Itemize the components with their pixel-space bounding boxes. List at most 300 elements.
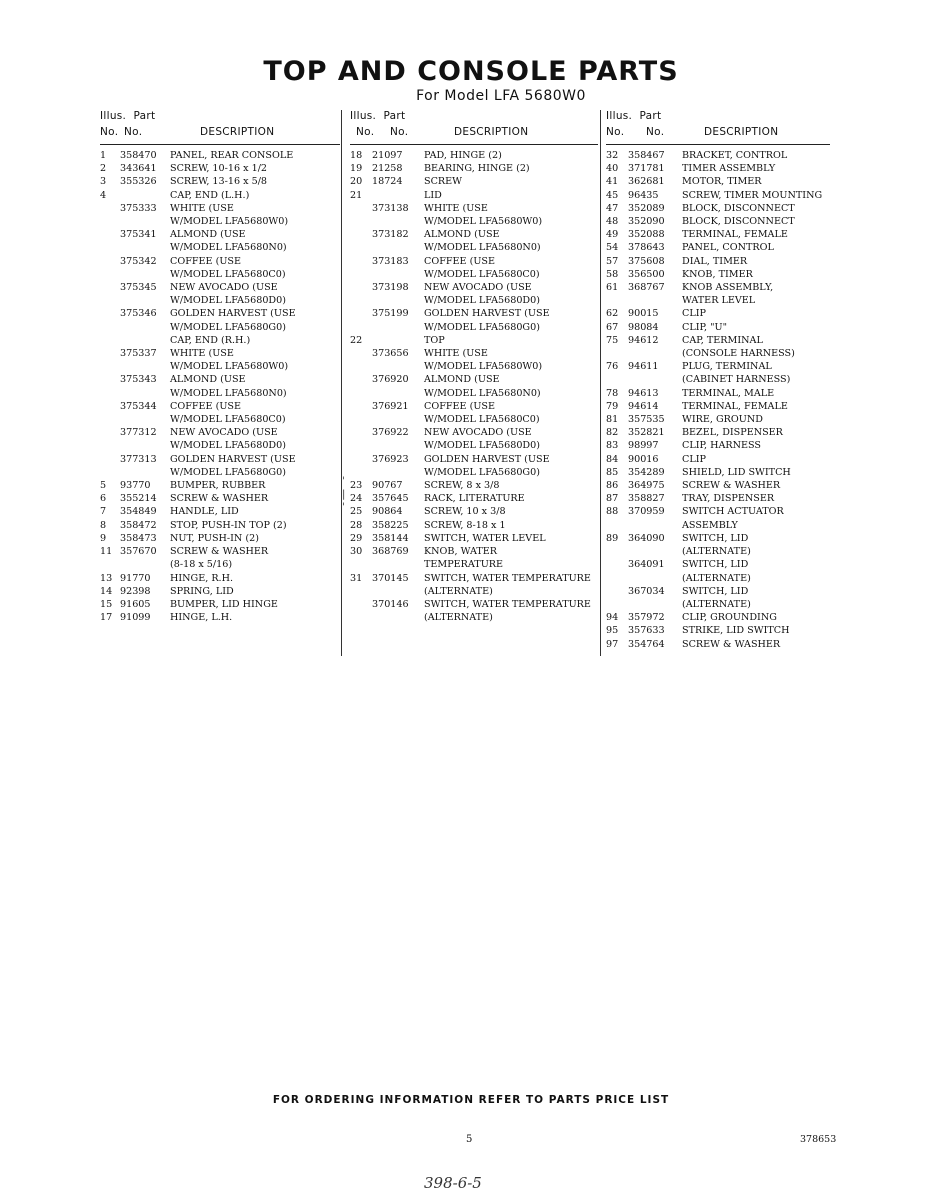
illus-number bbox=[350, 241, 372, 254]
header-illus-part: Illus. Part bbox=[350, 110, 406, 122]
illus-number: 86 bbox=[606, 480, 619, 492]
illus-number: 81 bbox=[606, 414, 619, 426]
table-row bbox=[606, 149, 830, 162]
part-description: ALMOND (USE bbox=[424, 374, 500, 386]
illus-number bbox=[606, 558, 628, 571]
part-number: 352089 bbox=[628, 202, 665, 214]
part-description: NEW AVOCADO (USE bbox=[170, 282, 278, 294]
table-row bbox=[350, 519, 598, 532]
illus-number bbox=[606, 294, 628, 307]
illus-number: 49 bbox=[606, 229, 619, 241]
column-header bbox=[350, 110, 598, 144]
part-number bbox=[628, 572, 682, 585]
table-row bbox=[350, 373, 598, 386]
table-row bbox=[606, 545, 830, 558]
illus-number: 11 bbox=[100, 546, 113, 558]
part-description: TIMER ASSEMBLY bbox=[682, 163, 776, 175]
part-description: W/MODEL LFA5680G0) bbox=[170, 321, 286, 333]
part-description: SHIELD, LID SWITCH bbox=[682, 466, 791, 478]
table-row bbox=[100, 228, 340, 241]
illus-number: 32 bbox=[606, 150, 619, 161]
part-number bbox=[628, 545, 682, 558]
table-row bbox=[606, 439, 830, 452]
part-number: 90767 bbox=[372, 480, 403, 492]
handwritten-note bbox=[422, 1172, 532, 1194]
illus-number: 1 bbox=[100, 150, 107, 161]
part-description: (CONSOLE HARNESS) bbox=[682, 348, 795, 360]
part-number: 364975 bbox=[628, 480, 665, 492]
illus-number: 62 bbox=[606, 308, 619, 320]
illus-number bbox=[606, 572, 628, 585]
part-number bbox=[628, 519, 682, 532]
part-number: 91099 bbox=[120, 612, 151, 624]
part-number: 358144 bbox=[372, 532, 409, 544]
parts-list bbox=[350, 149, 598, 624]
illus-number: 24 bbox=[350, 493, 363, 505]
page-number: 5 bbox=[466, 1134, 473, 1145]
illus-number: 83 bbox=[606, 440, 619, 452]
part-number: 352821 bbox=[628, 427, 665, 439]
table-row bbox=[606, 334, 830, 347]
part-description: CLIP, GROUNDING bbox=[682, 612, 777, 624]
scan-mark: | bbox=[342, 489, 346, 500]
illus-number: 67 bbox=[606, 321, 619, 333]
parts-column-1 bbox=[100, 110, 340, 624]
part-number: 375199 bbox=[372, 308, 409, 320]
illus-number bbox=[100, 466, 120, 479]
part-description: GOLDEN HARVEST (USE bbox=[170, 308, 296, 320]
part-number: 21258 bbox=[372, 163, 403, 175]
part-description: TERMINAL, MALE bbox=[682, 387, 775, 399]
illus-number bbox=[100, 202, 120, 215]
illus-number: 54 bbox=[606, 242, 619, 254]
illus-number bbox=[100, 400, 120, 413]
table-row bbox=[100, 268, 340, 281]
illus-number: 3 bbox=[100, 176, 107, 188]
table-row bbox=[606, 426, 830, 439]
illus-number bbox=[100, 347, 120, 360]
part-number: 93770 bbox=[120, 480, 151, 492]
illus-number: 22 bbox=[350, 334, 363, 346]
table-row bbox=[606, 558, 830, 571]
part-number: 354849 bbox=[120, 506, 157, 518]
part-number: 357633 bbox=[628, 625, 665, 637]
table-row bbox=[350, 466, 598, 479]
part-number bbox=[120, 189, 170, 202]
illus-number: 20 bbox=[350, 176, 363, 188]
illus-number: 45 bbox=[606, 189, 619, 201]
part-number bbox=[120, 466, 170, 479]
part-description: TOP bbox=[424, 334, 445, 346]
part-description: W/MODEL LFA5680D0) bbox=[170, 295, 286, 307]
table-row bbox=[606, 307, 830, 320]
table-row bbox=[100, 439, 340, 452]
part-description: W/MODEL LFA5680D0) bbox=[424, 440, 540, 452]
part-description: CAP, END (L.H.) bbox=[170, 189, 250, 201]
part-number: 373198 bbox=[372, 282, 409, 294]
table-row bbox=[100, 373, 340, 386]
table-row bbox=[350, 255, 598, 268]
illus-number bbox=[100, 360, 120, 373]
part-number: 94613 bbox=[628, 387, 659, 399]
part-description: BEZEL, DISPENSER bbox=[682, 427, 783, 439]
document-number: 378653 bbox=[800, 1134, 837, 1145]
part-description: SCREW, 13-16 x 5/8 bbox=[170, 176, 268, 188]
part-description: COFFEE (USE bbox=[170, 255, 241, 267]
table-row bbox=[350, 572, 598, 585]
illus-number: 23 bbox=[350, 480, 363, 492]
table-row bbox=[606, 189, 830, 202]
illus-number bbox=[350, 360, 372, 373]
header-part-no: No. bbox=[124, 126, 143, 138]
part-description: WHITE (USE bbox=[424, 348, 488, 360]
table-row bbox=[350, 241, 598, 254]
part-number: 376920 bbox=[372, 374, 409, 386]
part-description: W/MODEL LFA5680N0) bbox=[424, 387, 541, 399]
part-description: WATER LEVEL bbox=[682, 295, 756, 307]
illus-number: 85 bbox=[606, 466, 619, 478]
part-number: 371781 bbox=[628, 163, 665, 175]
part-description: PLUG, TERMINAL bbox=[682, 361, 772, 373]
table-row bbox=[606, 611, 830, 624]
illus-number: 87 bbox=[606, 493, 619, 505]
part-description: STRIKE, LID SWITCH bbox=[682, 625, 790, 637]
part-description: KNOB, WATER bbox=[424, 546, 497, 558]
part-description: SWITCH, WATER TEMPERATURE bbox=[424, 572, 591, 584]
illus-number bbox=[350, 611, 372, 624]
table-row bbox=[100, 453, 340, 466]
table-row bbox=[100, 387, 340, 400]
table-row bbox=[350, 228, 598, 241]
part-number: 357972 bbox=[628, 612, 665, 624]
part-description: W/MODEL LFA5680G0) bbox=[424, 321, 540, 333]
part-number: 373182 bbox=[372, 229, 409, 241]
part-number: 375341 bbox=[120, 229, 157, 241]
part-description: SWITCH, WATER TEMPERATURE bbox=[424, 598, 591, 610]
illus-number bbox=[100, 439, 120, 452]
illus-number: 88 bbox=[606, 506, 619, 518]
table-row bbox=[100, 611, 340, 624]
part-number: 375344 bbox=[120, 400, 157, 412]
table-row bbox=[100, 255, 340, 268]
part-description: LID bbox=[424, 189, 442, 201]
part-description: BUMPER, LID HINGE bbox=[170, 598, 278, 610]
part-description: ALMOND (USE bbox=[170, 229, 246, 241]
table-row bbox=[100, 307, 340, 320]
table-row bbox=[606, 479, 830, 492]
illus-number bbox=[606, 598, 628, 611]
page-title: TOP AND CONSOLE PARTS bbox=[263, 56, 679, 87]
table-row bbox=[606, 347, 830, 360]
table-row bbox=[606, 492, 830, 505]
table-row bbox=[606, 268, 830, 281]
part-number: 370959 bbox=[628, 506, 665, 518]
illus-number: 41 bbox=[606, 176, 619, 188]
illus-number bbox=[100, 321, 120, 334]
part-number: 96435 bbox=[628, 189, 659, 201]
part-description: (8-18 x 5/16) bbox=[170, 559, 233, 571]
part-description: W/MODEL LFA5680G0) bbox=[170, 466, 286, 478]
part-description: COFFEE (USE bbox=[424, 255, 495, 267]
part-description: ASSEMBLY bbox=[682, 519, 738, 531]
table-row bbox=[350, 585, 598, 598]
part-number: 370146 bbox=[372, 598, 409, 610]
part-description: SWITCH, WATER LEVEL bbox=[424, 532, 546, 544]
part-number bbox=[628, 294, 682, 307]
part-number: 358473 bbox=[120, 532, 157, 544]
part-number bbox=[372, 585, 424, 598]
part-description: CLIP, HARNESS bbox=[682, 440, 762, 452]
illus-number bbox=[606, 545, 628, 558]
header-part-no: No. bbox=[646, 126, 665, 138]
table-row bbox=[100, 466, 340, 479]
part-number bbox=[120, 558, 170, 571]
part-description: ALMOND (USE bbox=[424, 229, 500, 241]
part-number bbox=[628, 347, 682, 360]
table-row bbox=[606, 228, 830, 241]
part-description: SCREW & WASHER bbox=[682, 480, 781, 492]
table-row bbox=[100, 400, 340, 413]
part-description: (ALTERNATE) bbox=[424, 612, 493, 624]
model-subtitle: For Model LFA 5680W0 bbox=[416, 88, 586, 104]
part-number: 376923 bbox=[372, 453, 409, 465]
part-description: GOLDEN HARVEST (USE bbox=[424, 453, 550, 465]
part-description: HANDLE, LID bbox=[170, 506, 239, 518]
table-row bbox=[606, 598, 830, 611]
illus-number bbox=[350, 426, 372, 439]
part-description: W/MODEL LFA5680W0) bbox=[424, 216, 543, 228]
table-row bbox=[100, 532, 340, 545]
part-number: 354289 bbox=[628, 466, 665, 478]
illus-number bbox=[100, 334, 120, 347]
table-row bbox=[350, 413, 598, 426]
table-row bbox=[350, 334, 598, 347]
illus-number bbox=[100, 241, 120, 254]
table-row bbox=[350, 347, 598, 360]
part-number: 362681 bbox=[628, 176, 665, 188]
table-row bbox=[100, 558, 340, 571]
part-number bbox=[372, 215, 424, 228]
part-description: BEARING, HINGE (2) bbox=[424, 163, 530, 175]
table-row bbox=[100, 175, 340, 188]
part-number bbox=[372, 439, 424, 452]
part-number: 373656 bbox=[372, 348, 409, 360]
part-number: 355326 bbox=[120, 176, 157, 188]
table-row bbox=[350, 321, 598, 334]
part-description: WHITE (USE bbox=[424, 202, 488, 214]
table-row bbox=[606, 294, 830, 307]
part-number: 377313 bbox=[120, 453, 157, 465]
part-number: 378643 bbox=[628, 242, 665, 254]
part-number bbox=[372, 611, 424, 624]
table-row bbox=[100, 334, 340, 347]
illus-number bbox=[606, 519, 628, 532]
part-description: HINGE, R.H. bbox=[170, 572, 234, 584]
part-number: 355214 bbox=[120, 493, 157, 505]
part-description: RACK, LITERATURE bbox=[424, 493, 525, 505]
part-description: WHITE (USE bbox=[170, 348, 234, 360]
table-row bbox=[350, 492, 598, 505]
table-row bbox=[350, 611, 598, 624]
table-row bbox=[350, 189, 598, 202]
illus-number: 47 bbox=[606, 202, 619, 214]
illus-number bbox=[350, 466, 372, 479]
table-row bbox=[606, 572, 830, 585]
table-row bbox=[100, 585, 340, 598]
part-description: W/MODEL LFA5680N0) bbox=[424, 242, 541, 254]
table-row bbox=[350, 453, 598, 466]
illus-number: 2 bbox=[100, 163, 107, 175]
part-description: KNOB, TIMER bbox=[682, 268, 753, 280]
part-number: 98997 bbox=[628, 440, 659, 452]
illus-number bbox=[100, 558, 120, 571]
header-illus-part: Illus. Part bbox=[100, 110, 156, 122]
illus-number: 57 bbox=[606, 255, 619, 267]
illus-number bbox=[100, 215, 120, 228]
part-number bbox=[372, 466, 424, 479]
table-row bbox=[100, 360, 340, 373]
part-description: W/MODEL LFA5680G0) bbox=[424, 466, 540, 478]
part-description: SWITCH, LID bbox=[682, 532, 749, 544]
part-number: 364091 bbox=[628, 559, 665, 571]
part-description: SCREW, 8-18 x 1 bbox=[424, 519, 506, 531]
illus-number: 29 bbox=[350, 532, 363, 544]
part-number: 92398 bbox=[120, 585, 151, 597]
header-rule bbox=[350, 144, 598, 145]
illus-number bbox=[100, 307, 120, 320]
part-description: PAD, HINGE (2) bbox=[424, 150, 502, 161]
illus-number bbox=[350, 202, 372, 215]
part-description: (ALTERNATE) bbox=[682, 572, 751, 584]
part-number: 373183 bbox=[372, 255, 409, 267]
part-description: COFFEE (USE bbox=[170, 400, 241, 412]
part-number: 376921 bbox=[372, 400, 409, 412]
part-description: W/MODEL LFA5680N0) bbox=[170, 242, 287, 254]
part-number: 377312 bbox=[120, 427, 157, 439]
part-description: SWITCH ACTUATOR bbox=[682, 506, 784, 518]
table-row bbox=[100, 426, 340, 439]
part-number: 352090 bbox=[628, 216, 665, 228]
table-row bbox=[606, 241, 830, 254]
table-row bbox=[350, 400, 598, 413]
table-row bbox=[350, 387, 598, 400]
illus-number: 5 bbox=[100, 480, 107, 492]
part-description: TEMPERATURE bbox=[424, 559, 504, 571]
part-number bbox=[120, 294, 170, 307]
table-row bbox=[100, 294, 340, 307]
illus-number: 8 bbox=[100, 519, 107, 531]
part-number: 376922 bbox=[372, 427, 409, 439]
part-description: MOTOR, TIMER bbox=[682, 176, 762, 188]
part-description: TRAY, DISPENSER bbox=[682, 493, 775, 505]
part-number: 352088 bbox=[628, 229, 665, 241]
illus-number bbox=[350, 228, 372, 241]
illus-number: 4 bbox=[100, 189, 107, 201]
illus-number: 84 bbox=[606, 453, 619, 465]
illus-number: 94 bbox=[606, 612, 619, 624]
illus-number: 7 bbox=[100, 506, 107, 518]
part-number bbox=[120, 439, 170, 452]
table-row bbox=[606, 281, 830, 294]
illus-number bbox=[350, 373, 372, 386]
header-rule bbox=[606, 144, 830, 145]
part-description: (ALTERNATE) bbox=[682, 598, 751, 610]
illus-number bbox=[350, 413, 372, 426]
part-description: CLIP bbox=[682, 308, 706, 320]
illus-number bbox=[606, 585, 628, 598]
scan-mark: ' bbox=[342, 502, 345, 513]
table-row bbox=[350, 439, 598, 452]
part-description: ALMOND (USE bbox=[170, 374, 246, 386]
table-row bbox=[350, 558, 598, 571]
part-description: TERMINAL, FEMALE bbox=[682, 400, 788, 412]
part-description: SWITCH, LID bbox=[682, 559, 749, 571]
illus-number: 75 bbox=[606, 334, 619, 346]
part-number bbox=[372, 413, 424, 426]
table-row bbox=[606, 202, 830, 215]
table-row bbox=[100, 492, 340, 505]
illus-number: 15 bbox=[100, 598, 113, 610]
part-number: 90864 bbox=[372, 506, 403, 518]
part-number: 358470 bbox=[120, 150, 157, 161]
part-description: W/MODEL LFA5680C0) bbox=[424, 414, 540, 426]
ordering-note: FOR ORDERING INFORMATION REFER TO PARTS PRICE LIST bbox=[272, 1094, 670, 1106]
illus-number bbox=[100, 268, 120, 281]
part-number bbox=[120, 215, 170, 228]
table-row bbox=[606, 585, 830, 598]
table-row bbox=[100, 149, 340, 162]
illus-number: 25 bbox=[350, 506, 363, 518]
table-row bbox=[606, 255, 830, 268]
part-number: 21097 bbox=[372, 150, 403, 161]
part-number: 373138 bbox=[372, 202, 409, 214]
table-row bbox=[350, 281, 598, 294]
part-description: W/MODEL LFA5680W0) bbox=[424, 361, 543, 373]
header-illus-no: No. bbox=[356, 126, 375, 138]
part-number: 358467 bbox=[628, 150, 665, 161]
table-row bbox=[100, 347, 340, 360]
table-row bbox=[100, 519, 340, 532]
part-number: 94614 bbox=[628, 400, 659, 412]
part-number: 91605 bbox=[120, 598, 151, 610]
table-row bbox=[350, 202, 598, 215]
table-row bbox=[606, 360, 830, 373]
illus-number bbox=[606, 347, 628, 360]
table-row bbox=[100, 215, 340, 228]
part-description: W/MODEL LFA5680D0) bbox=[170, 440, 286, 452]
parts-list bbox=[100, 149, 340, 624]
illus-number: 89 bbox=[606, 532, 619, 544]
part-description: GOLDEN HARVEST (USE bbox=[170, 453, 296, 465]
table-row bbox=[350, 598, 598, 611]
illus-number: 21 bbox=[350, 189, 363, 201]
header-illus-part: Illus. Part bbox=[606, 110, 662, 122]
part-number: 91770 bbox=[120, 572, 151, 584]
header-part-no: No. bbox=[390, 126, 409, 138]
illus-number bbox=[100, 281, 120, 294]
illus-number bbox=[100, 373, 120, 386]
column-header bbox=[100, 110, 340, 144]
column-header bbox=[606, 110, 830, 144]
handwritten-note-text: 398-6-5 bbox=[424, 1174, 482, 1192]
table-row bbox=[100, 598, 340, 611]
part-description: BLOCK, DISCONNECT bbox=[682, 216, 795, 228]
part-description: PANEL, CONTROL bbox=[682, 242, 774, 254]
illus-number bbox=[350, 255, 372, 268]
part-description: WHITE (USE bbox=[170, 202, 234, 214]
table-row bbox=[100, 572, 340, 585]
part-number: 364090 bbox=[628, 532, 665, 544]
